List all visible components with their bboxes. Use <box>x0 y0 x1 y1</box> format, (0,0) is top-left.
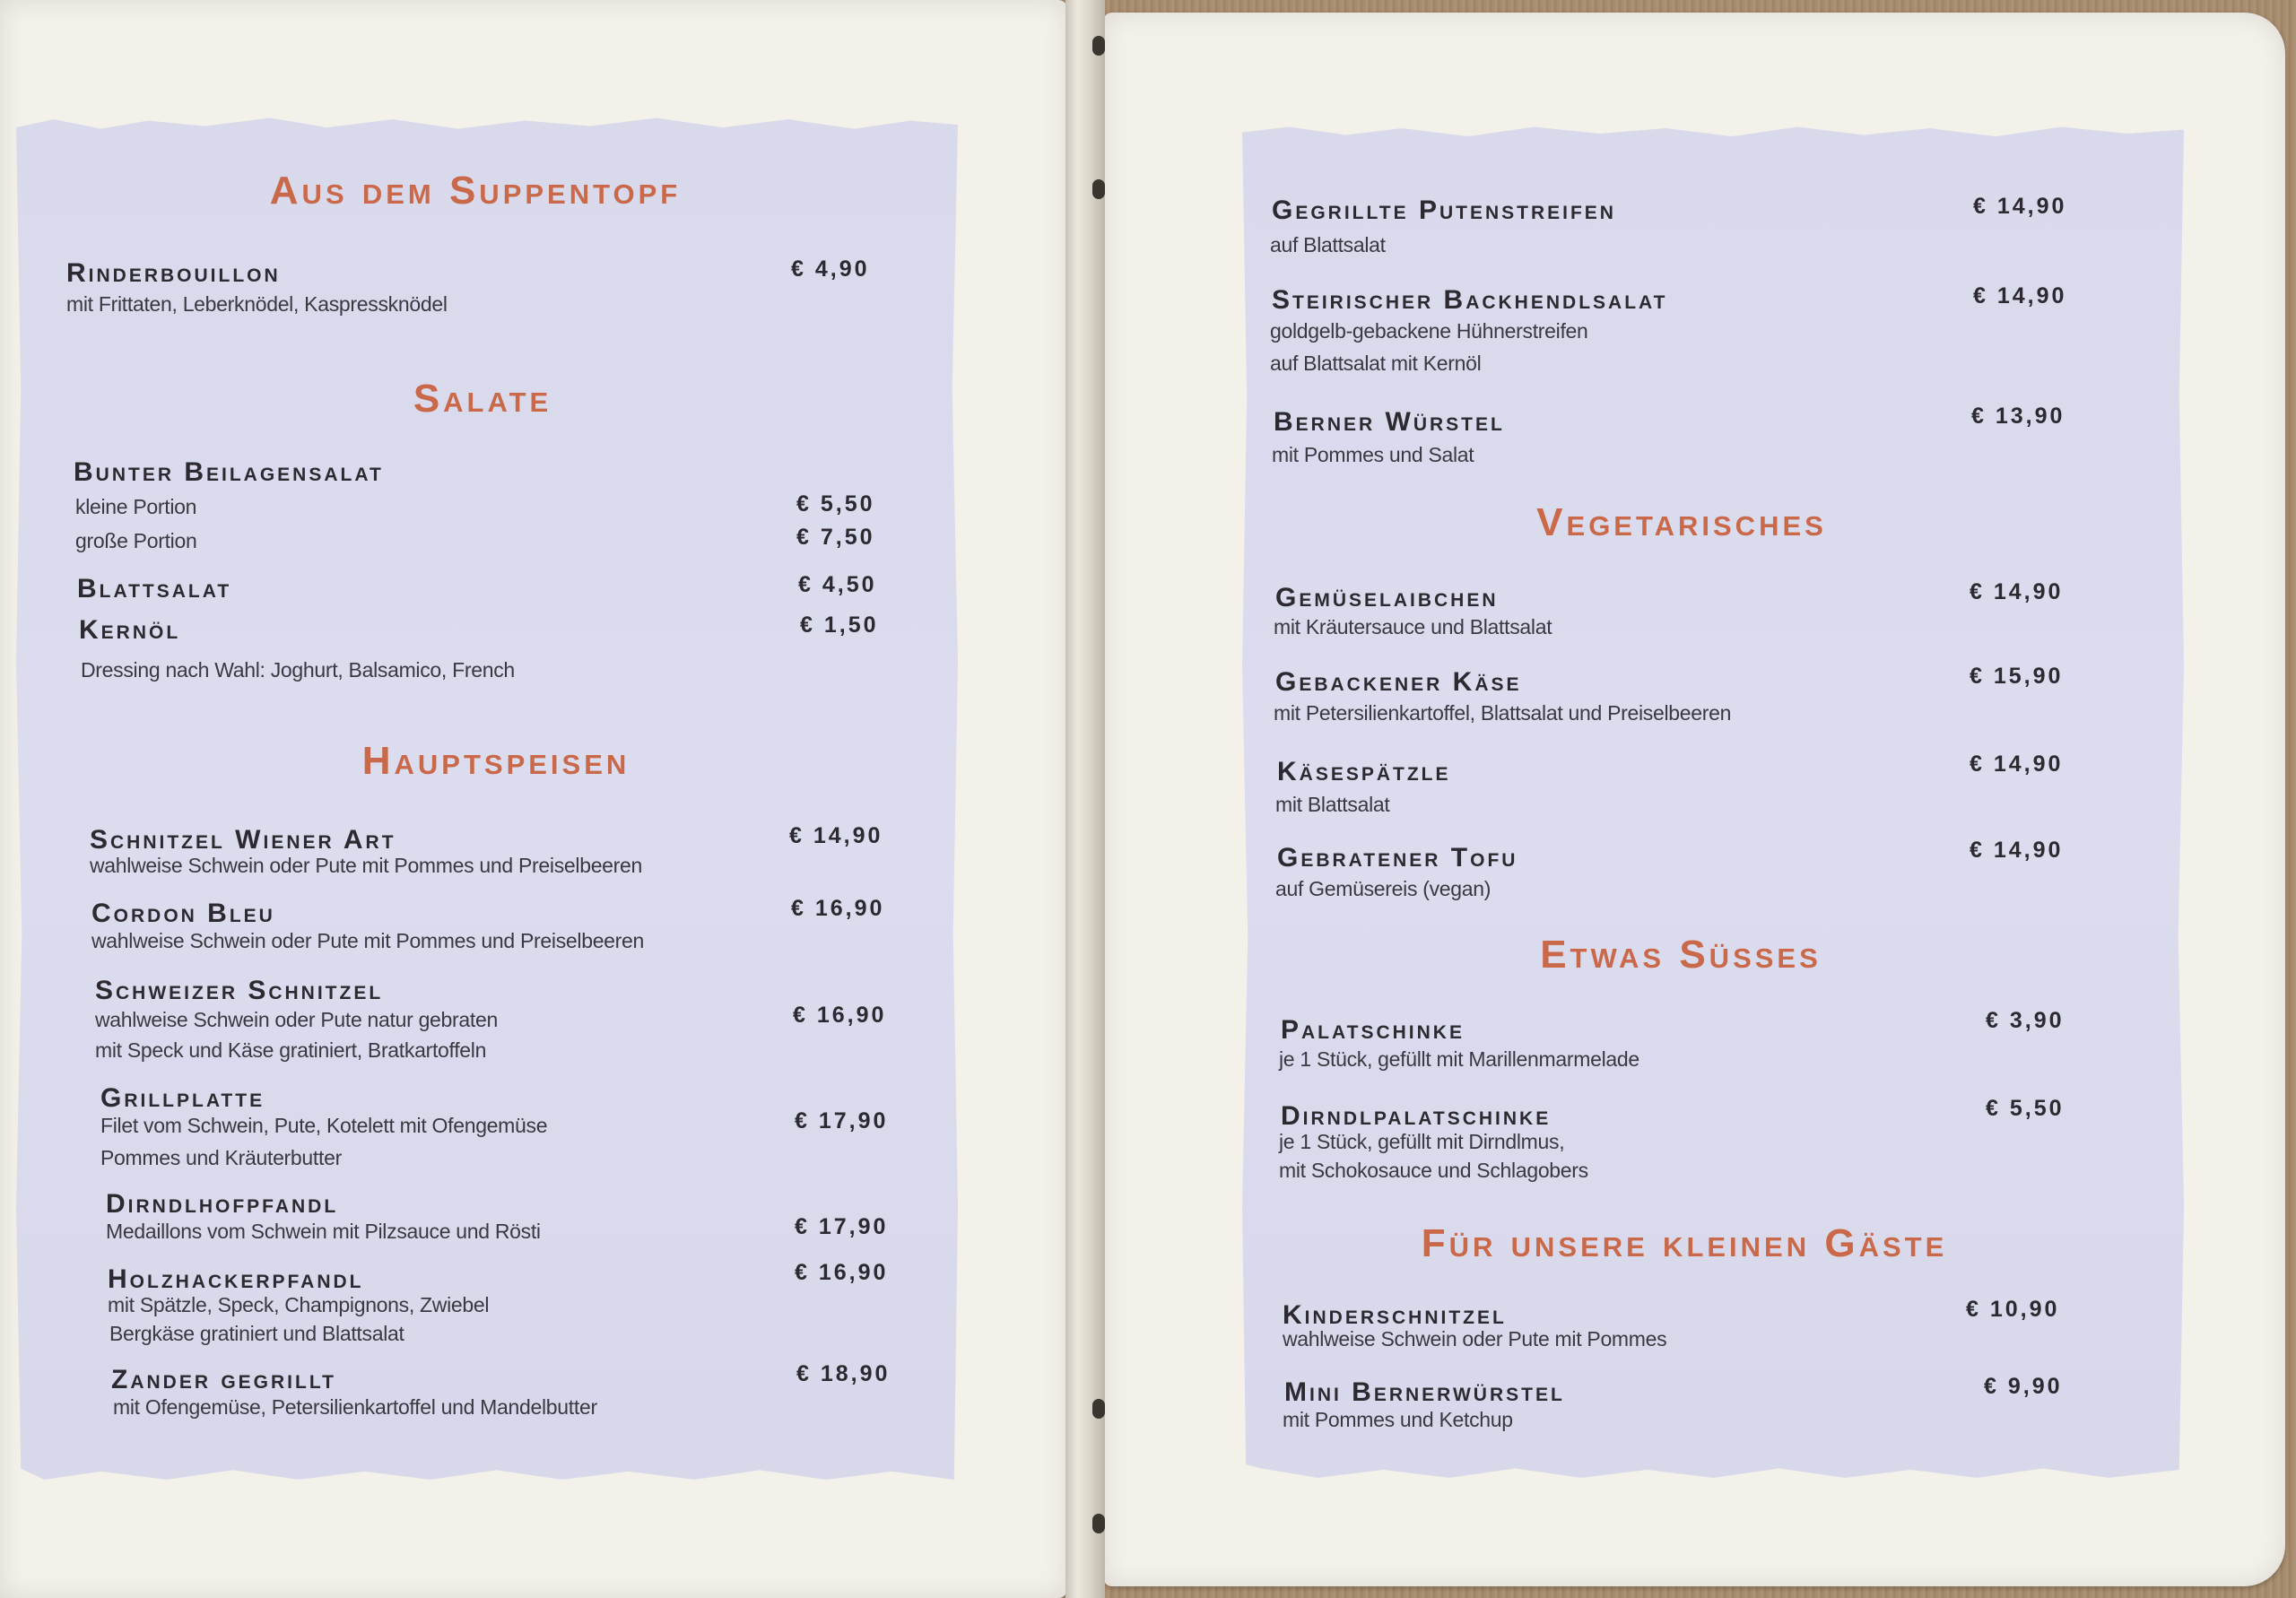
section-title-vegetarisches: Vegetarisches <box>1536 500 1827 544</box>
item-name: Palatschinke <box>1281 1015 1465 1045</box>
item-price: € 13,90 <box>1971 404 2066 429</box>
item-name: Gebratener Tofu <box>1277 843 1518 873</box>
item-price: € 16,90 <box>793 1003 887 1028</box>
item-description: kleine Portion <box>75 495 197 518</box>
item-price: € 17,90 <box>795 1108 889 1133</box>
item-description: mit Ofengemüse, Petersilienkartoffel und Mandelbutter <box>113 1395 597 1419</box>
item-description: mit Spätzle, Speck, Champignons, Zwiebel <box>108 1293 490 1316</box>
item-price: € 16,90 <box>795 1260 889 1285</box>
item-name: Mini Bernerwürstel <box>1284 1377 1565 1407</box>
item-name: Gebackener Käse <box>1275 667 1522 697</box>
item-price: € 4,50 <box>798 572 877 597</box>
item-description: auf Blattsalat <box>1270 233 1386 256</box>
item-price: € 5,50 <box>1986 1096 2065 1121</box>
item-description: goldgelb-gebackene Hühnerstreifen <box>1270 319 1588 343</box>
item-description: auf Gemüsereis (vegan) <box>1275 877 1492 900</box>
item-name: Grillplatte <box>100 1083 265 1113</box>
section-title-hauptspeisen: Hauptspeisen <box>361 739 631 783</box>
item-description: mit Pommes und Salat <box>1272 443 1474 466</box>
item-price: € 18,90 <box>796 1361 891 1386</box>
binder-ring <box>1092 1514 1105 1533</box>
item-name: Kinderschnitzel <box>1283 1300 1507 1330</box>
item-name: Schweizer Schnitzel <box>95 976 384 1005</box>
dressing-note: Dressing nach Wahl: Joghurt, Balsamico, French <box>81 658 515 682</box>
item-description: große Portion <box>75 529 197 552</box>
binder-ring <box>1092 1399 1105 1419</box>
section-title-kinder: Für unsere kleinen Gäste <box>1421 1221 1948 1265</box>
item-price: € 14,90 <box>1970 751 2064 777</box>
item-name: Zander gegrillt <box>111 1365 336 1394</box>
binder-ring <box>1092 179 1105 199</box>
item-price: € 7,50 <box>796 525 875 550</box>
item-price: € 14,90 <box>789 823 883 848</box>
item-name: Holzhackerpfandl <box>108 1264 364 1294</box>
item-price: € 10,90 <box>1966 1297 2060 1322</box>
item-name: Bunter Beilagensalat <box>74 457 384 487</box>
item-description: mit Frittaten, Leberknödel, Kaspressknödel <box>66 292 448 316</box>
item-description: mit Blattsalat <box>1275 793 1390 816</box>
item-name: Rinderbouillon <box>66 258 281 288</box>
item-price: € 4,90 <box>791 256 870 282</box>
item-description: je 1 Stück, gefüllt mit Marillenmarmelade <box>1279 1047 1639 1071</box>
item-description: wahlweise Schwein oder Pute mit Pommes und Preiselbeeren <box>91 929 645 952</box>
section-title-suppentopf: Aus dem Suppentopf <box>269 169 682 213</box>
item-name: Cordon Bleu <box>91 899 275 928</box>
item-description: Bergkäse gratiniert und Blattsalat <box>109 1322 404 1345</box>
item-price: € 15,90 <box>1970 664 2064 689</box>
item-name: Gemüselaibchen <box>1275 583 1499 612</box>
folder-spine <box>1065 0 1105 1598</box>
item-description: mit Speck und Käse gratiniert, Bratkartoffeln <box>95 1038 487 1062</box>
item-name: Steirischer Backhendlsalat <box>1272 285 1668 315</box>
item-price: € 9,90 <box>1984 1374 2063 1399</box>
item-description: Pommes und Kräuterbutter <box>100 1146 342 1169</box>
item-price: € 14,90 <box>1973 194 2067 219</box>
item-name: Schnitzel Wiener Art <box>90 825 396 855</box>
item-description: wahlweise Schwein oder Pute mit Pommes <box>1283 1327 1667 1350</box>
item-description: mit Schokosauce und Schlagobers <box>1279 1159 1588 1182</box>
item-price: € 3,90 <box>1986 1008 2065 1033</box>
item-description: wahlweise Schwein oder Pute mit Pommes und Preiselbeeren <box>90 854 643 877</box>
item-name: Berner Würstel <box>1274 407 1505 437</box>
item-description: Medaillons vom Schwein mit Pilzsauce und Rösti <box>106 1220 541 1243</box>
item-name: Dirndlpalatschinke <box>1281 1101 1552 1131</box>
item-description: mit Kräutersauce und Blattsalat <box>1274 615 1552 638</box>
item-description: mit Pommes und Ketchup <box>1283 1408 1513 1431</box>
item-name: Dirndlhofpfandl <box>106 1189 339 1219</box>
item-description: Filet vom Schwein, Pute, Kotelett mit Ofengemüse <box>100 1114 548 1137</box>
item-description: mit Petersilienkartoffel, Blattsalat und Preiselbeeren <box>1274 701 1732 725</box>
item-price: € 14,90 <box>1970 838 2064 863</box>
section-title-salate: Salate <box>413 377 552 421</box>
item-description: wahlweise Schwein oder Pute natur gebraten <box>95 1008 498 1031</box>
item-price: € 1,50 <box>800 612 879 638</box>
binder-ring <box>1092 36 1105 56</box>
item-description: auf Blattsalat mit Kernöl <box>1270 352 1482 375</box>
item-name: Blattsalat <box>77 574 232 604</box>
item-name: Käsespätzle <box>1277 757 1451 786</box>
item-price: € 5,50 <box>796 491 875 517</box>
item-price: € 14,90 <box>1970 579 2064 604</box>
item-price: € 14,90 <box>1973 283 2067 308</box>
item-name: Gegrillte Putenstreifen <box>1272 195 1616 225</box>
item-price: € 16,90 <box>791 896 885 921</box>
item-name: Kernöl <box>79 615 181 645</box>
section-title-suesses: Etwas Süsses <box>1540 933 1822 977</box>
item-description: je 1 Stück, gefüllt mit Dirndlmus, <box>1279 1130 1565 1153</box>
item-price: € 17,90 <box>795 1214 889 1239</box>
